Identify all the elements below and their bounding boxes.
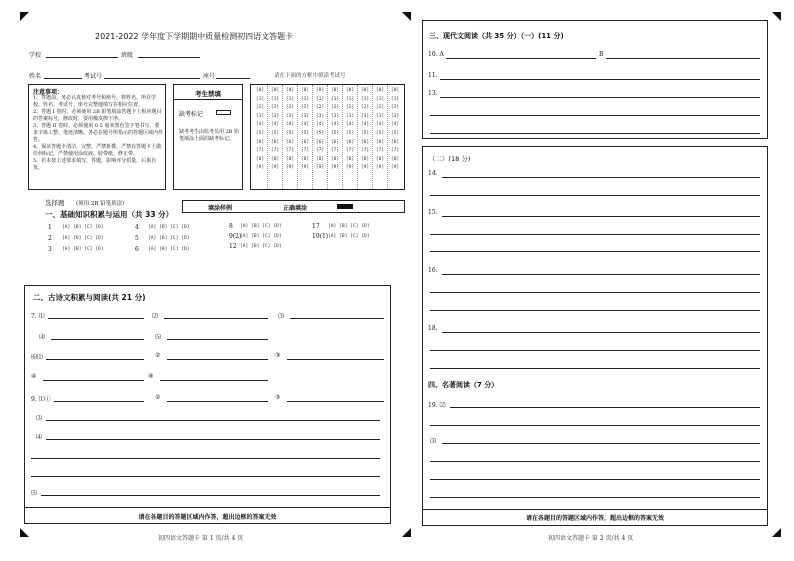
answer-line[interactable] xyxy=(290,318,384,319)
digit-bubble[interactable]: [2] xyxy=(345,105,355,111)
digit-bubble[interactable]: [7] xyxy=(270,148,280,154)
notes-title: 注意事项： xyxy=(33,89,64,96)
footer-warning: 请在各题目的答题区域内作答，超出边框的答案无效 xyxy=(525,515,664,522)
answer-line[interactable] xyxy=(430,195,760,196)
digit-bubble[interactable]: [6] xyxy=(285,139,295,145)
digit-bubble[interactable]: [5] xyxy=(255,130,265,136)
digit-bubble[interactable]: [5] xyxy=(375,130,385,136)
choice-q-num: 1 xyxy=(48,224,52,231)
digit-bubble[interactable]: [7] xyxy=(390,148,400,154)
q8-4-label: ④ xyxy=(31,373,37,380)
note-item: 4、保证答题卡清洁、完整，严禁折叠，严禁在答题卡上做任何标记，严禁使用涂改液、胶带纸、修正带。 xyxy=(33,144,162,157)
choice-q-num: 2 xyxy=(48,235,52,242)
digit-bubble[interactable]: [5] xyxy=(345,130,355,136)
class-field[interactable] xyxy=(138,57,200,58)
digit-bubble[interactable]: [8] xyxy=(375,156,385,162)
digit-bubble[interactable]: [0] xyxy=(255,88,265,93)
answer-line[interactable] xyxy=(54,401,144,402)
digit-bubble[interactable]: [4] xyxy=(315,122,325,128)
digit-bubble[interactable]: [6] xyxy=(255,139,265,145)
digit-bubble[interactable]: [7] xyxy=(330,148,340,154)
q7-5-label: ⑸ xyxy=(155,334,162,341)
digit-bubble[interactable]: [3] xyxy=(315,113,325,119)
q8-label: ⑹⑴ xyxy=(31,354,44,361)
answer-line[interactable] xyxy=(164,318,268,319)
note-item: 3、答题 II 卷时，必须使用 0.5 毫米黑色签字笔书写，要求字体工整、笔迹清晰。务必在题号所指示的答题区域内作答。 xyxy=(33,123,164,143)
digit-bubble[interactable]: [2] xyxy=(375,105,385,111)
section3-title: 三、现代文阅读（共 35 分）（一）(11 分) xyxy=(429,32,564,40)
q7-4-label: ⑷ xyxy=(39,334,46,341)
digit-bubble[interactable]: [4] xyxy=(390,122,400,128)
filled-bubble-sample xyxy=(337,204,353,209)
note-item: 5、若未按上述要求填写、答题，影响评分质量，后果自负。 xyxy=(33,158,157,171)
digit-bubble[interactable]: [2] xyxy=(390,105,400,111)
exam-digit-column xyxy=(359,87,371,173)
digit-bubble[interactable]: [3] xyxy=(390,113,400,119)
exam-digit-column xyxy=(284,87,296,173)
digit-bubble[interactable]: [2] xyxy=(270,105,280,111)
digit-bubble[interactable]: [0] xyxy=(360,88,370,93)
answer-line[interactable] xyxy=(442,216,760,217)
answer-line[interactable] xyxy=(442,443,760,444)
answer-line[interactable] xyxy=(430,133,760,134)
answer-line[interactable] xyxy=(160,380,268,381)
absent-label: 缺考标记 xyxy=(179,111,204,118)
digit-bubble[interactable]: [9] xyxy=(315,165,325,171)
absent-note: 缺考考生由监考员用 2B 铅笔填涂上面的缺考标记。 xyxy=(179,129,240,142)
q7-label: 7. ⑴ xyxy=(31,313,45,320)
answer-line[interactable] xyxy=(430,497,760,498)
choice-options[interactable]: [A] [B] [C] [D] xyxy=(240,244,282,249)
digit-bubble[interactable]: [5] xyxy=(270,130,280,136)
exam-digit-column xyxy=(329,87,341,173)
fill-sample-box xyxy=(182,200,405,213)
grid-divider xyxy=(387,85,388,189)
digit-bubble[interactable]: [2] xyxy=(255,105,265,111)
exam-digit-column xyxy=(254,87,266,173)
grid-divider xyxy=(297,85,298,189)
digit-bubble[interactable]: [1] xyxy=(255,96,265,102)
digit-bubble[interactable]: [1] xyxy=(360,96,370,102)
grid-divider xyxy=(327,85,328,189)
digit-bubble[interactable]: [0] xyxy=(390,88,400,93)
exam-digit-column xyxy=(374,87,386,173)
footer-warning: 请在各题目的答题区域内作答，超出边框的答案无效 xyxy=(138,514,277,521)
digit-bubble[interactable]: [4] xyxy=(330,122,340,128)
school-field[interactable] xyxy=(46,57,118,58)
digit-bubble[interactable]: [8] xyxy=(285,156,295,162)
digit-bubble[interactable]: [6] xyxy=(345,139,355,145)
digit-bubble[interactable]: [7] xyxy=(315,148,325,154)
q16-label: 16. xyxy=(428,267,438,274)
q13-label: 13. xyxy=(428,90,438,97)
digit-bubble[interactable]: [5] xyxy=(390,130,400,136)
q19-label: 19. ⑵ xyxy=(428,402,446,409)
choice-options[interactable]: [A] [B] [C] [D] xyxy=(240,234,282,239)
choice-options[interactable]: [A] [B] [C] [D] xyxy=(62,236,104,241)
answer-line[interactable] xyxy=(442,274,760,275)
digit-bubble[interactable]: [3] xyxy=(255,113,265,119)
q18-label: 18. xyxy=(428,325,438,332)
answer-line[interactable] xyxy=(46,420,380,421)
digit-bubble[interactable]: [4] xyxy=(345,122,355,128)
digit-bubble[interactable]: [9] xyxy=(255,165,265,171)
digit-bubble[interactable]: [8] xyxy=(255,156,265,162)
grid-divider xyxy=(282,85,283,189)
digit-bubble[interactable]: [1] xyxy=(270,96,280,102)
digit-bubble[interactable]: [7] xyxy=(360,148,370,154)
answer-line[interactable] xyxy=(41,495,380,496)
digit-bubble[interactable]: [0] xyxy=(345,88,355,93)
choice-options[interactable]: [A] [B] [C] [D] xyxy=(148,236,190,241)
grid-divider xyxy=(372,85,373,189)
answer-line[interactable] xyxy=(430,350,760,351)
q9-part3-label: ⑶ xyxy=(36,415,43,422)
q14-label: 14. xyxy=(428,170,438,177)
answer-line[interactable] xyxy=(430,479,760,480)
q11-label: 11. xyxy=(428,72,438,79)
digit-bubble[interactable]: [4] xyxy=(375,122,385,128)
choice-options[interactable]: [A] [B] [C] [D] xyxy=(148,225,190,230)
section4-title: 四、名著阅读（7 分） xyxy=(428,381,499,389)
section3b-box xyxy=(422,146,768,510)
corner-mark xyxy=(772,528,781,537)
digit-bubble[interactable]: [8] xyxy=(390,156,400,162)
choice-heading: 选择题 xyxy=(45,199,65,207)
digit-bubble[interactable]: [1] xyxy=(345,96,355,102)
digit-bubble[interactable]: [5] xyxy=(315,130,325,136)
answer-line[interactable] xyxy=(430,292,760,293)
choice-q-num: 8 xyxy=(229,223,233,230)
digit-bubble[interactable]: [2] xyxy=(330,105,340,111)
choice-q-num: 3 xyxy=(48,246,52,253)
notes-box xyxy=(28,84,166,190)
fill-sample-label: 填涂样例 xyxy=(208,205,233,212)
note-item: 1、答题前，务必认真核对考号和座号，将姓名、所在学校、姓名、考试号、座号完整地填写在相应位置。 xyxy=(33,95,157,108)
answer-line[interactable] xyxy=(440,79,760,80)
q9-part4-label: ⑷ xyxy=(36,434,43,441)
candidate-title: 考生禁填 xyxy=(195,90,221,98)
q7-2-label: ⑵ xyxy=(152,313,159,320)
q15-label: 15. xyxy=(428,209,438,216)
digit-bubble[interactable]: [7] xyxy=(345,148,355,154)
digit-bubble[interactable]: [0] xyxy=(315,88,325,93)
digit-bubble[interactable]: [5] xyxy=(300,130,310,136)
digit-bubble[interactable]: [4] xyxy=(270,122,280,128)
digit-bubble[interactable]: [9] xyxy=(330,165,340,171)
digit-bubble[interactable]: [5] xyxy=(285,130,295,136)
digit-bubble[interactable]: [2] xyxy=(285,105,295,111)
grid-divider xyxy=(357,85,358,189)
digit-bubble[interactable]: [6] xyxy=(360,139,370,145)
digit-bubble[interactable]: [0] xyxy=(300,88,310,93)
digit-bubble[interactable]: [3] xyxy=(330,113,340,119)
section3b-title: （二）(18 分) xyxy=(429,155,471,163)
seat-label: 座号 xyxy=(203,73,216,80)
digit-bubble[interactable]: [1] xyxy=(330,96,340,102)
answer-line[interactable] xyxy=(167,339,268,340)
q9-part5-label: ⑸ xyxy=(31,490,38,497)
page-title: 2021-2022 学年度下学期期中质量检测初四语文答题卡 xyxy=(95,32,294,41)
answer-line[interactable] xyxy=(287,401,384,402)
digit-bubble[interactable]: [8] xyxy=(330,156,340,162)
answer-line[interactable] xyxy=(442,177,760,178)
answer-line[interactable] xyxy=(440,97,760,98)
answer-line[interactable] xyxy=(167,359,268,360)
section2-title: 二、古诗文积累与阅读(共 21 分) xyxy=(33,293,146,302)
digit-bubble[interactable]: [6] xyxy=(375,139,385,145)
digit-bubble[interactable]: [9] xyxy=(375,165,385,171)
answer-line[interactable] xyxy=(430,234,760,235)
digit-bubble[interactable]: [0] xyxy=(330,88,340,93)
choice-heading-note: (须用 2B 铅笔填涂) xyxy=(76,201,125,207)
note-item: 2、答题 I 卷时，必须使用 2B 铅笔填涂答题卡上相应题目的答案标号，修改时，要用橡皮擦干净。 xyxy=(33,109,162,122)
answer-line[interactable] xyxy=(31,458,380,459)
exam-digit-column xyxy=(389,87,401,173)
corner-mark xyxy=(402,12,411,21)
exam-no-field[interactable] xyxy=(104,78,200,79)
digit-bubble[interactable]: [0] xyxy=(285,88,295,93)
answer-line[interactable] xyxy=(48,318,144,319)
page-number: 初四语文答题卡 第 1 页/共 4 页 xyxy=(158,535,244,542)
choice-q-num: 9(2) xyxy=(229,233,242,240)
digit-bubble[interactable]: [4] xyxy=(285,122,295,128)
answer-line[interactable] xyxy=(430,310,760,311)
digit-bubble[interactable]: [3] xyxy=(360,113,370,119)
choice-q-num: 17 xyxy=(312,223,320,230)
corner-mark xyxy=(772,12,781,21)
answer-line[interactable] xyxy=(450,407,760,408)
digit-bubble[interactable]: [8] xyxy=(270,156,280,162)
digit-bubble[interactable]: [5] xyxy=(330,130,340,136)
answer-line[interactable] xyxy=(606,58,760,59)
digit-bubble[interactable]: [3] xyxy=(345,113,355,119)
choice-options[interactable]: [A] [B] [C] [D] xyxy=(240,224,282,229)
answer-line[interactable] xyxy=(430,251,760,252)
digit-bubble[interactable]: [6] xyxy=(390,139,400,145)
exam-digit-column xyxy=(299,87,311,173)
answer-line[interactable] xyxy=(430,115,760,116)
exam-digit-column xyxy=(269,87,281,173)
digit-bubble[interactable]: [8] xyxy=(360,156,370,162)
q8-3-label: ③ xyxy=(275,352,281,359)
fill-hint: 请在下面的方框中填涂考试号 xyxy=(274,73,346,79)
answer-line[interactable] xyxy=(446,58,596,59)
q9-2-label: ② xyxy=(155,394,161,401)
digit-bubble[interactable]: [7] xyxy=(300,148,310,154)
choice-options[interactable]: [A] [B] [C] [D] xyxy=(148,247,190,252)
digit-bubble[interactable]: [3] xyxy=(285,113,295,119)
digit-bubble[interactable]: [7] xyxy=(285,148,295,154)
choice-q-num: 12 xyxy=(229,243,237,250)
corner-mark xyxy=(20,528,29,537)
digit-bubble[interactable]: [1] xyxy=(285,96,295,102)
digit-bubble[interactable]: [8] xyxy=(300,156,310,162)
digit-bubble[interactable]: [9] xyxy=(345,165,355,171)
choice-q-num: 4 xyxy=(135,224,139,231)
digit-bubble[interactable]: [6] xyxy=(300,139,310,145)
answer-line[interactable] xyxy=(430,425,760,426)
digit-bubble[interactable]: [1] xyxy=(375,96,385,102)
exam-digit-column xyxy=(314,87,326,173)
corner-mark xyxy=(402,528,411,537)
digit-bubble[interactable]: [8] xyxy=(315,156,325,162)
digit-bubble[interactable]: [1] xyxy=(300,96,310,102)
exam-no-label: 考试号 xyxy=(84,73,103,80)
exam-number-grid xyxy=(250,84,405,190)
answer-line[interactable] xyxy=(46,439,380,440)
digit-bubble[interactable]: [4] xyxy=(360,122,370,128)
digit-bubble[interactable]: [5] xyxy=(360,130,370,136)
choice-options[interactable]: [A] [B] [C] [D] xyxy=(62,225,104,230)
digit-bubble[interactable]: [6] xyxy=(270,139,280,145)
name-field[interactable] xyxy=(44,78,82,79)
digit-bubble[interactable]: [9] xyxy=(390,165,400,171)
grid-divider xyxy=(342,85,343,189)
corner-mark xyxy=(20,12,29,21)
digit-bubble[interactable]: [2] xyxy=(315,105,325,111)
correct-fill-label: 正确填涂 xyxy=(283,205,308,212)
grid-divider xyxy=(267,85,268,189)
choice-options[interactable]: [A] [B] [C] [D] xyxy=(62,247,104,252)
digit-bubble[interactable]: [6] xyxy=(315,139,325,145)
q19b-label: ⑶ xyxy=(430,438,437,445)
q9-3-label: ③ xyxy=(275,394,281,401)
notes-list xyxy=(33,95,163,172)
answer-line[interactable] xyxy=(287,359,384,360)
answer-line[interactable] xyxy=(46,359,144,360)
digit-bubble[interactable]: [4] xyxy=(255,122,265,128)
section1-title: 一、基础知识积累与运用（共 33 分） xyxy=(45,210,174,219)
answer-line[interactable] xyxy=(51,339,144,340)
digit-bubble[interactable]: [2] xyxy=(300,105,310,111)
q8-2-label: ② xyxy=(155,352,161,359)
q7-3-label: ⑶ xyxy=(278,313,285,320)
choice-q-num: 5 xyxy=(135,235,139,242)
answer-line[interactable] xyxy=(43,380,144,381)
grid-divider xyxy=(312,85,313,189)
absent-bubble[interactable] xyxy=(216,110,231,115)
name-label: 姓名 xyxy=(29,73,42,80)
digit-bubble[interactable]: [3] xyxy=(270,113,280,119)
digit-bubble[interactable]: [7] xyxy=(255,148,265,154)
digit-bubble[interactable]: [0] xyxy=(270,88,280,93)
seat-field[interactable] xyxy=(216,78,250,79)
answer-line[interactable] xyxy=(430,368,760,369)
q8-8-label: ⑧ xyxy=(148,373,154,380)
digit-bubble[interactable]: [3] xyxy=(375,113,385,119)
digit-bubble[interactable]: [9] xyxy=(360,165,370,171)
answer-line[interactable] xyxy=(442,332,760,333)
digit-bubble[interactable]: [3] xyxy=(300,113,310,119)
digit-bubble[interactable]: [7] xyxy=(375,148,385,154)
digit-bubble[interactable]: [0] xyxy=(375,88,385,93)
exam-digit-column xyxy=(344,87,356,173)
q10b-label: B xyxy=(599,51,604,58)
digit-bubble[interactable]: [9] xyxy=(300,165,310,171)
q9-label: 9. ⑴① xyxy=(31,396,51,403)
digit-bubble[interactable]: [2] xyxy=(360,105,370,111)
digit-bubble[interactable]: [4] xyxy=(300,122,310,128)
answer-line[interactable] xyxy=(31,476,380,477)
candidate-box xyxy=(173,84,243,190)
page-number: 初四语文答题卡 第 2 页/共 4 页 xyxy=(548,535,634,542)
digit-bubble[interactable]: [9] xyxy=(285,165,295,171)
choice-q-num: 19(1) xyxy=(312,233,329,240)
digit-bubble[interactable]: [1] xyxy=(390,96,400,102)
choice-options[interactable]: [A] [B] [C] [D] xyxy=(328,224,370,229)
digit-bubble[interactable]: [6] xyxy=(330,139,340,145)
answer-line[interactable] xyxy=(430,461,760,462)
class-label: 班级 xyxy=(121,52,134,59)
digit-bubble[interactable]: [8] xyxy=(345,156,355,162)
digit-bubble[interactable]: [1] xyxy=(315,96,325,102)
answer-line[interactable] xyxy=(167,401,268,402)
choice-q-num: 6 xyxy=(135,246,139,253)
digit-bubble[interactable]: [9] xyxy=(270,165,280,171)
q10-label: 10. A xyxy=(428,51,444,58)
school-label: 学校 xyxy=(29,52,42,59)
choice-options[interactable]: [A] [B] [C] [D] xyxy=(328,234,370,239)
